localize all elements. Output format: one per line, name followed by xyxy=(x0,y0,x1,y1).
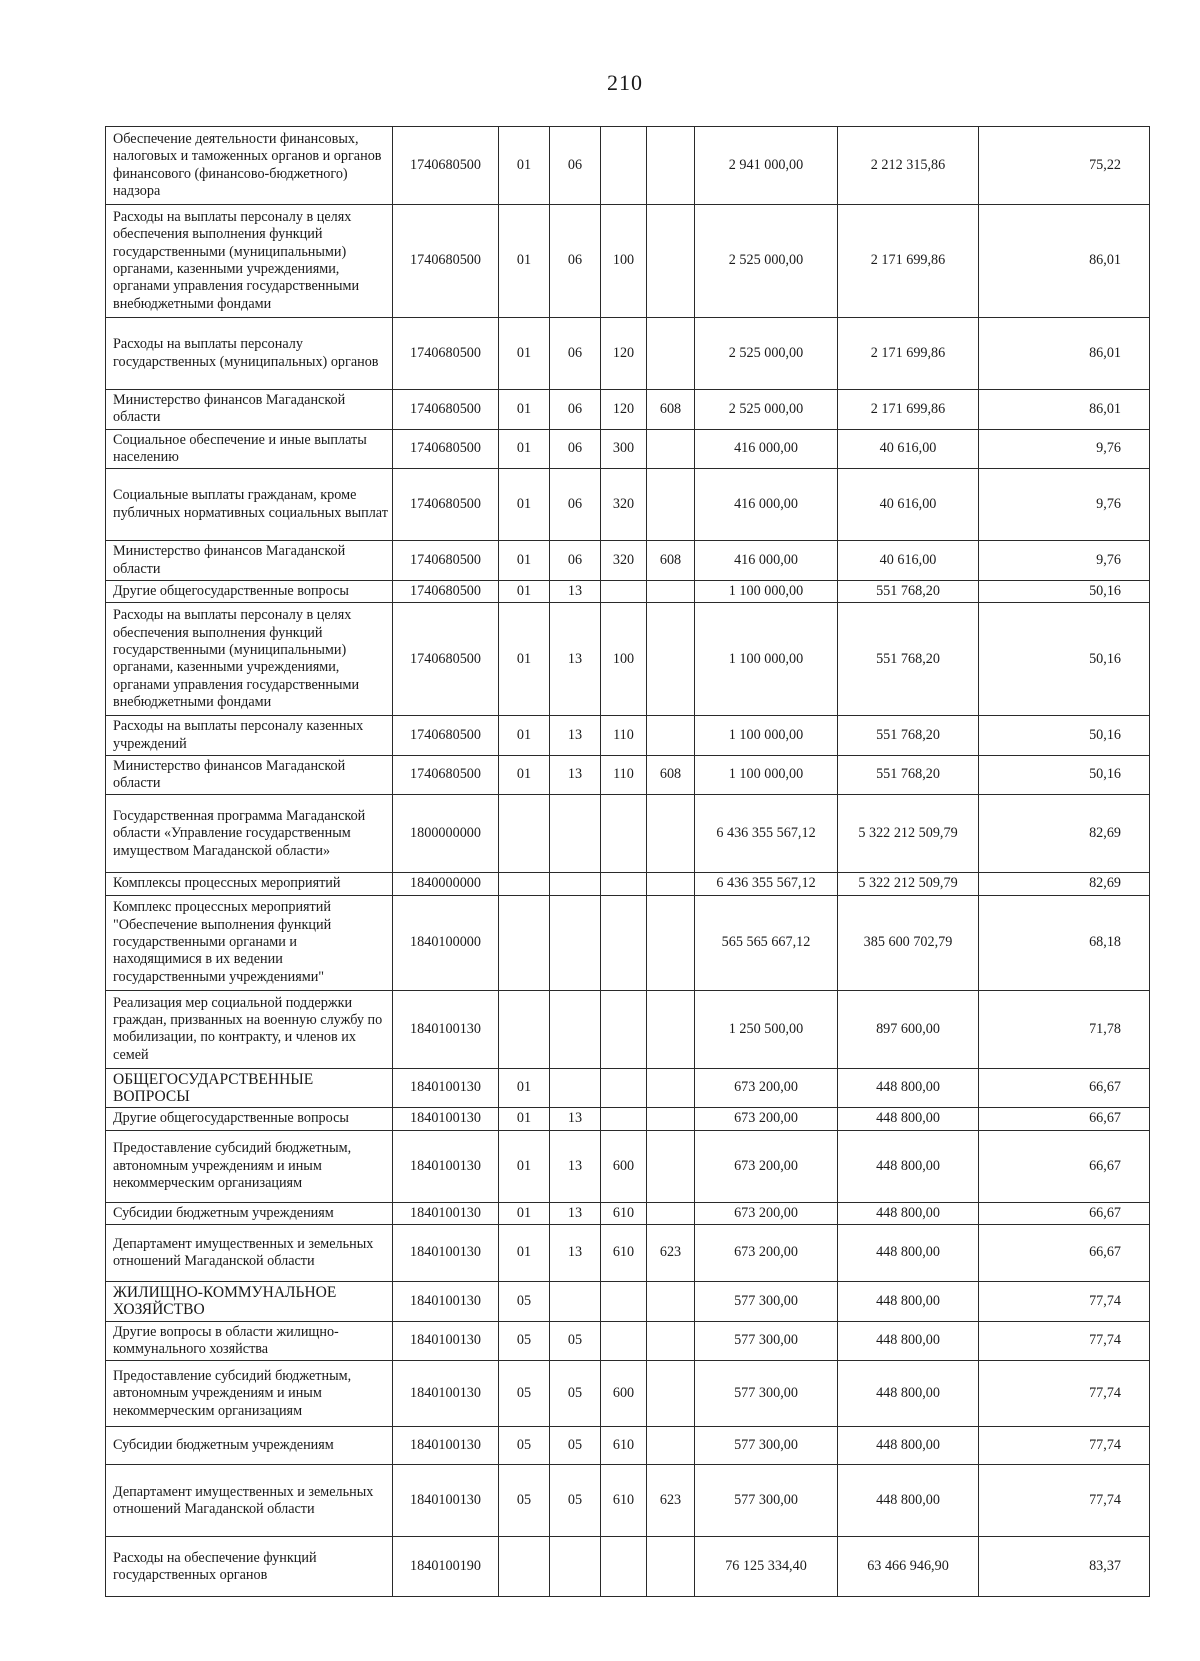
target-code: 1840100130 xyxy=(393,1068,499,1108)
planned-amount: 1 100 000,00 xyxy=(695,603,838,716)
expense-type-code xyxy=(601,127,647,205)
section-code: 01 xyxy=(499,1130,550,1202)
execution-percent: 66,67 xyxy=(979,1108,1150,1130)
planned-amount: 673 200,00 xyxy=(695,1130,838,1202)
planned-amount: 577 300,00 xyxy=(695,1427,838,1465)
expense-type-code: 320 xyxy=(601,541,647,581)
execution-percent: 50,16 xyxy=(979,755,1150,795)
actual-amount: 40 616,00 xyxy=(838,541,979,581)
planned-amount: 1 100 000,00 xyxy=(695,716,838,756)
expense-type-code: 320 xyxy=(601,469,647,541)
expense-type-code: 110 xyxy=(601,716,647,756)
row-name: Расходы на выплаты персоналу в целях обеспечения выполнения функций государственными (муниципальными) органами, казенными учреждениями, органами управления государственными внебюджетными фондами xyxy=(106,603,393,716)
section-code: 01 xyxy=(499,205,550,318)
row-name: Расходы на выплаты персоналу в целях обеспечения выполнения функций государственными (муниципальными) органами, казенными учреждениями, органами управления государственными внебюджетными фондами xyxy=(106,205,393,318)
section-code: 01 xyxy=(499,755,550,795)
actual-amount: 385 600 702,79 xyxy=(838,895,979,990)
administrator-code xyxy=(647,795,695,873)
execution-percent: 68,18 xyxy=(979,895,1150,990)
expense-type-code xyxy=(601,1108,647,1130)
execution-percent: 82,69 xyxy=(979,873,1150,895)
target-code: 1840100130 xyxy=(393,990,499,1068)
target-code: 1740680500 xyxy=(393,390,499,430)
execution-percent: 66,67 xyxy=(979,1225,1150,1282)
section-code: 01 xyxy=(499,716,550,756)
actual-amount: 448 800,00 xyxy=(838,1427,979,1465)
section-code: 01 xyxy=(499,390,550,430)
table-row xyxy=(106,1282,1150,1322)
table-row xyxy=(106,1321,1150,1361)
table-row xyxy=(106,1202,1150,1224)
execution-percent: 86,01 xyxy=(979,205,1150,318)
subsection-code: 13 xyxy=(550,1130,601,1202)
target-code: 1740680500 xyxy=(393,429,499,469)
planned-amount: 6 436 355 567,12 xyxy=(695,873,838,895)
execution-percent: 9,76 xyxy=(979,469,1150,541)
page-number: 210 xyxy=(607,70,643,95)
subsection-code: 06 xyxy=(550,429,601,469)
section-code: 01 xyxy=(499,127,550,205)
target-code: 1840100130 xyxy=(393,1282,499,1322)
expense-type-code: 110 xyxy=(601,755,647,795)
target-code: 1740680500 xyxy=(393,127,499,205)
subsection-code xyxy=(550,895,601,990)
subsection-code: 13 xyxy=(550,1108,601,1130)
row-name: Социальное обеспечение и иные выплаты населению xyxy=(106,429,393,469)
section-code: 05 xyxy=(499,1427,550,1465)
row-name: Комплекс процессных мероприятий "Обеспечение выполнения функций государственными органами и находящимися в их ведении государственными учреждениями" xyxy=(106,895,393,990)
section-code xyxy=(499,990,550,1068)
row-name: Департамент имущественных и земельных отношений Магаданской области xyxy=(106,1465,393,1537)
execution-percent: 77,74 xyxy=(979,1321,1150,1361)
actual-amount: 63 466 946,90 xyxy=(838,1537,979,1597)
target-code: 1740680500 xyxy=(393,469,499,541)
execution-percent: 9,76 xyxy=(979,429,1150,469)
execution-percent: 50,16 xyxy=(979,603,1150,716)
execution-percent: 75,22 xyxy=(979,127,1150,205)
administrator-code xyxy=(647,873,695,895)
section-code: 01 xyxy=(499,469,550,541)
section-code: 01 xyxy=(499,1225,550,1282)
table-row xyxy=(106,205,1150,318)
target-code: 1740680500 xyxy=(393,716,499,756)
administrator-code xyxy=(647,429,695,469)
actual-amount: 40 616,00 xyxy=(838,469,979,541)
row-name: Реализация мер социальной поддержки граждан, призванных на военную службу по мобилизации, по контракту, и членов их семей xyxy=(106,990,393,1068)
subsection-code: 06 xyxy=(550,127,601,205)
expense-type-code xyxy=(601,895,647,990)
subsection-code xyxy=(550,1282,601,1322)
planned-amount: 2 941 000,00 xyxy=(695,127,838,205)
administrator-code xyxy=(647,895,695,990)
actual-amount: 5 322 212 509,79 xyxy=(838,795,979,873)
row-name: Другие общегосударственные вопросы xyxy=(106,580,393,602)
expense-type-code: 300 xyxy=(601,429,647,469)
expense-type-code xyxy=(601,1068,647,1108)
planned-amount: 416 000,00 xyxy=(695,429,838,469)
actual-amount: 448 800,00 xyxy=(838,1282,979,1322)
execution-percent: 66,67 xyxy=(979,1130,1150,1202)
subsection-code xyxy=(550,795,601,873)
execution-percent: 77,74 xyxy=(979,1282,1150,1322)
planned-amount: 6 436 355 567,12 xyxy=(695,795,838,873)
target-code: 1740680500 xyxy=(393,580,499,602)
table-row xyxy=(106,1537,1150,1597)
subsection-code: 13 xyxy=(550,755,601,795)
target-code: 1840100130 xyxy=(393,1108,499,1130)
table-row xyxy=(106,1130,1150,1202)
target-code: 1840100130 xyxy=(393,1465,499,1537)
administrator-code: 608 xyxy=(647,541,695,581)
row-name: Субсидии бюджетным учреждениям xyxy=(106,1427,393,1465)
administrator-code: 623 xyxy=(647,1225,695,1282)
administrator-code xyxy=(647,1130,695,1202)
actual-amount: 448 800,00 xyxy=(838,1465,979,1537)
planned-amount: 76 125 334,40 xyxy=(695,1537,838,1597)
row-name: Департамент имущественных и земельных отношений Магаданской области xyxy=(106,1225,393,1282)
table-row xyxy=(106,873,1150,895)
planned-amount: 673 200,00 xyxy=(695,1108,838,1130)
table-row xyxy=(106,603,1150,716)
section-code: 01 xyxy=(499,1202,550,1224)
target-code: 1840100130 xyxy=(393,1361,499,1427)
planned-amount: 2 525 000,00 xyxy=(695,318,838,390)
table-row xyxy=(106,895,1150,990)
execution-percent: 50,16 xyxy=(979,716,1150,756)
execution-percent: 77,74 xyxy=(979,1361,1150,1427)
table-row xyxy=(106,541,1150,581)
actual-amount: 448 800,00 xyxy=(838,1225,979,1282)
section-code xyxy=(499,795,550,873)
section-code xyxy=(499,895,550,990)
subsection-code xyxy=(550,1068,601,1108)
administrator-code xyxy=(647,127,695,205)
actual-amount: 40 616,00 xyxy=(838,429,979,469)
subsection-code: 05 xyxy=(550,1427,601,1465)
actual-amount: 2 171 699,86 xyxy=(838,318,979,390)
subsection-code: 05 xyxy=(550,1361,601,1427)
expense-type-code xyxy=(601,1282,647,1322)
target-code: 1840000000 xyxy=(393,873,499,895)
subsection-code: 13 xyxy=(550,716,601,756)
expense-type-code: 100 xyxy=(601,603,647,716)
expense-type-code: 120 xyxy=(601,318,647,390)
execution-percent: 66,67 xyxy=(979,1202,1150,1224)
section-code: 01 xyxy=(499,1068,550,1108)
expense-type-code xyxy=(601,580,647,602)
table-row xyxy=(106,318,1150,390)
row-name: ОБЩЕГОСУДАРСТВЕННЫЕ ВОПРОСЫ xyxy=(106,1068,393,1108)
target-code: 1840100130 xyxy=(393,1225,499,1282)
table-row xyxy=(106,1465,1150,1537)
row-name: ЖИЛИЩНО-КОММУНАЛЬНОЕ ХОЗЯЙСТВО xyxy=(106,1282,393,1322)
row-name: Социальные выплаты гражданам, кроме публичных нормативных социальных выплат xyxy=(106,469,393,541)
target-code: 1840100000 xyxy=(393,895,499,990)
expense-type-code: 600 xyxy=(601,1361,647,1427)
administrator-code: 608 xyxy=(647,755,695,795)
administrator-code xyxy=(647,1537,695,1597)
subsection-code: 06 xyxy=(550,205,601,318)
row-name: Обеспечение деятельности финансовых, налоговых и таможенных органов и органов финансового (финансово-бюджетного) надзора xyxy=(106,127,393,205)
administrator-code xyxy=(647,469,695,541)
subsection-code xyxy=(550,990,601,1068)
row-name: Министерство финансов Магаданской области xyxy=(106,541,393,581)
expense-type-code: 100 xyxy=(601,205,647,318)
actual-amount: 448 800,00 xyxy=(838,1202,979,1224)
subsection-code xyxy=(550,1537,601,1597)
section-code: 01 xyxy=(499,318,550,390)
subsection-code: 13 xyxy=(550,580,601,602)
subsection-code: 05 xyxy=(550,1321,601,1361)
subsection-code: 06 xyxy=(550,541,601,581)
table-row xyxy=(106,1108,1150,1130)
table-row xyxy=(106,429,1150,469)
execution-percent: 9,76 xyxy=(979,541,1150,581)
subsection-code: 13 xyxy=(550,1225,601,1282)
target-code: 1840100130 xyxy=(393,1130,499,1202)
target-code: 1840100190 xyxy=(393,1537,499,1597)
row-name: Субсидии бюджетным учреждениям xyxy=(106,1202,393,1224)
table-row xyxy=(106,755,1150,795)
subsection-code: 06 xyxy=(550,318,601,390)
section-code: 05 xyxy=(499,1465,550,1537)
execution-percent: 66,67 xyxy=(979,1068,1150,1108)
subsection-code: 06 xyxy=(550,469,601,541)
administrator-code xyxy=(647,1427,695,1465)
subsection-code: 05 xyxy=(550,1465,601,1537)
execution-percent: 86,01 xyxy=(979,390,1150,430)
row-name: Расходы на обеспечение функций государственных органов xyxy=(106,1537,393,1597)
administrator-code xyxy=(647,716,695,756)
section-code: 01 xyxy=(499,429,550,469)
subsection-code: 13 xyxy=(550,603,601,716)
subsection-code xyxy=(550,873,601,895)
expense-type-code: 610 xyxy=(601,1465,647,1537)
actual-amount: 897 600,00 xyxy=(838,990,979,1068)
actual-amount: 448 800,00 xyxy=(838,1108,979,1130)
administrator-code xyxy=(647,1361,695,1427)
target-code: 1800000000 xyxy=(393,795,499,873)
row-name: Другие общегосударственные вопросы xyxy=(106,1108,393,1130)
planned-amount: 577 300,00 xyxy=(695,1361,838,1427)
actual-amount: 2 171 699,86 xyxy=(838,205,979,318)
actual-amount: 448 800,00 xyxy=(838,1361,979,1427)
administrator-code xyxy=(647,603,695,716)
expense-type-code: 610 xyxy=(601,1427,647,1465)
section-code: 01 xyxy=(499,541,550,581)
planned-amount: 577 300,00 xyxy=(695,1321,838,1361)
planned-amount: 416 000,00 xyxy=(695,469,838,541)
table-row xyxy=(106,1361,1150,1427)
target-code: 1740680500 xyxy=(393,755,499,795)
table-row xyxy=(106,390,1150,430)
row-name: Расходы на выплаты персоналу казенных учреждений xyxy=(106,716,393,756)
administrator-code xyxy=(647,1282,695,1322)
budget-table xyxy=(105,126,1150,1597)
actual-amount: 448 800,00 xyxy=(838,1321,979,1361)
target-code: 1740680500 xyxy=(393,205,499,318)
table-row xyxy=(106,469,1150,541)
execution-percent: 71,78 xyxy=(979,990,1150,1068)
planned-amount: 577 300,00 xyxy=(695,1282,838,1322)
section-code xyxy=(499,1537,550,1597)
subsection-code: 13 xyxy=(550,1202,601,1224)
row-name: Министерство финансов Магаданской области xyxy=(106,755,393,795)
section-code: 05 xyxy=(499,1321,550,1361)
actual-amount: 551 768,20 xyxy=(838,580,979,602)
actual-amount: 551 768,20 xyxy=(838,716,979,756)
target-code: 1840100130 xyxy=(393,1202,499,1224)
actual-amount: 448 800,00 xyxy=(838,1130,979,1202)
expense-type-code: 120 xyxy=(601,390,647,430)
table-row xyxy=(106,716,1150,756)
administrator-code xyxy=(647,1321,695,1361)
administrator-code xyxy=(647,1108,695,1130)
expense-type-code xyxy=(601,1537,647,1597)
section-code: 01 xyxy=(499,1108,550,1130)
planned-amount: 673 200,00 xyxy=(695,1202,838,1224)
table-row xyxy=(106,1427,1150,1465)
planned-amount: 673 200,00 xyxy=(695,1225,838,1282)
execution-percent: 50,16 xyxy=(979,580,1150,602)
table-row xyxy=(106,1068,1150,1108)
planned-amount: 1 100 000,00 xyxy=(695,755,838,795)
expense-type-code xyxy=(601,990,647,1068)
table-row xyxy=(106,580,1150,602)
target-code: 1840100130 xyxy=(393,1427,499,1465)
planned-amount: 565 565 667,12 xyxy=(695,895,838,990)
row-name: Предоставление субсидий бюджетным, автономным учреждениям и иным некоммерческим организациям xyxy=(106,1361,393,1427)
subsection-code: 06 xyxy=(550,390,601,430)
planned-amount: 1 250 500,00 xyxy=(695,990,838,1068)
actual-amount: 448 800,00 xyxy=(838,1068,979,1108)
row-name: Другие вопросы в области жилищно-коммунального хозяйства xyxy=(106,1321,393,1361)
actual-amount: 2 171 699,86 xyxy=(838,390,979,430)
planned-amount: 2 525 000,00 xyxy=(695,205,838,318)
expense-type-code: 610 xyxy=(601,1202,647,1224)
expense-type-code: 600 xyxy=(601,1130,647,1202)
target-code: 1740680500 xyxy=(393,318,499,390)
execution-percent: 86,01 xyxy=(979,318,1150,390)
planned-amount: 1 100 000,00 xyxy=(695,580,838,602)
expense-type-code xyxy=(601,873,647,895)
expense-type-code xyxy=(601,1321,647,1361)
actual-amount: 551 768,20 xyxy=(838,603,979,716)
planned-amount: 2 525 000,00 xyxy=(695,390,838,430)
administrator-code: 608 xyxy=(647,390,695,430)
administrator-code xyxy=(647,1068,695,1108)
administrator-code xyxy=(647,205,695,318)
execution-percent: 77,74 xyxy=(979,1427,1150,1465)
expense-type-code: 610 xyxy=(601,1225,647,1282)
execution-percent: 83,37 xyxy=(979,1537,1150,1597)
actual-amount: 2 212 315,86 xyxy=(838,127,979,205)
administrator-code xyxy=(647,1202,695,1224)
target-code: 1740680500 xyxy=(393,603,499,716)
section-code xyxy=(499,873,550,895)
row-name: Министерство финансов Магаданской области xyxy=(106,390,393,430)
administrator-code xyxy=(647,318,695,390)
table-row xyxy=(106,1225,1150,1282)
table-row xyxy=(106,127,1150,205)
planned-amount: 673 200,00 xyxy=(695,1068,838,1108)
table-row xyxy=(106,990,1150,1068)
execution-percent: 77,74 xyxy=(979,1465,1150,1537)
section-code: 01 xyxy=(499,603,550,716)
table-row xyxy=(106,795,1150,873)
administrator-code xyxy=(647,580,695,602)
target-code: 1840100130 xyxy=(393,1321,499,1361)
row-name: Государственная программа Магаданской области «Управление государственным имуществом Магаданской области» xyxy=(106,795,393,873)
administrator-code xyxy=(647,990,695,1068)
row-name: Предоставление субсидий бюджетным, автономным учреждениям и иным некоммерческим организациям xyxy=(106,1130,393,1202)
section-code: 05 xyxy=(499,1361,550,1427)
actual-amount: 5 322 212 509,79 xyxy=(838,873,979,895)
planned-amount: 416 000,00 xyxy=(695,541,838,581)
administrator-code: 623 xyxy=(647,1465,695,1537)
expense-type-code xyxy=(601,795,647,873)
row-name: Комплексы процессных мероприятий xyxy=(106,873,393,895)
execution-percent: 82,69 xyxy=(979,795,1150,873)
actual-amount: 551 768,20 xyxy=(838,755,979,795)
target-code: 1740680500 xyxy=(393,541,499,581)
planned-amount: 577 300,00 xyxy=(695,1465,838,1537)
row-name: Расходы на выплаты персоналу государственных (муниципальных) органов xyxy=(106,318,393,390)
section-code: 01 xyxy=(499,580,550,602)
section-code: 05 xyxy=(499,1282,550,1322)
